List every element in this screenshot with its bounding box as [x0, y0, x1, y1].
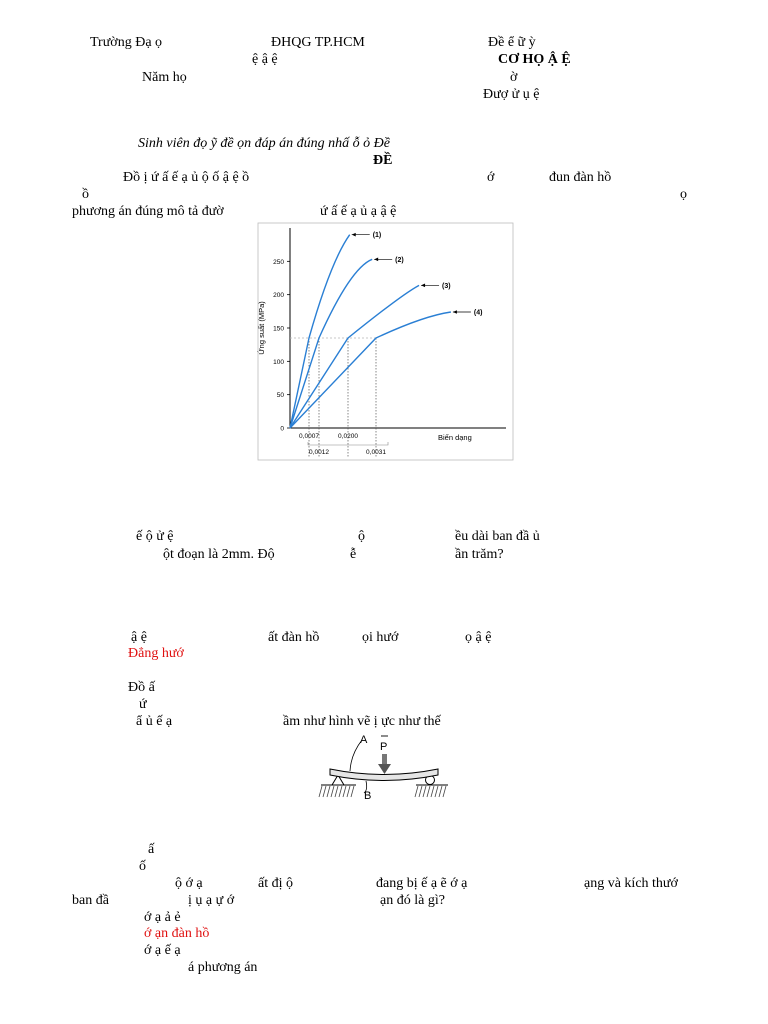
q2-line1-end: ều dài ban đầ ủ: [455, 529, 540, 544]
y-tick-label: 200: [273, 292, 284, 300]
series-label-4: (4): [473, 309, 483, 317]
force-arrow-shaft-icon: [382, 754, 387, 764]
x-axis-label: Biến dạng: [438, 433, 472, 442]
q1-line2-start: ồ: [82, 187, 89, 202]
q1-line1-end: đun đàn hồ: [549, 170, 612, 185]
q2-line1-mid: ộ: [358, 529, 365, 544]
ground-right-icon: [415, 785, 448, 797]
series-pointer-head-1: [352, 233, 356, 237]
y-tick-label: 50: [276, 392, 284, 400]
series-pointer-head-2: [374, 258, 378, 262]
q5-line4-end: ạn đó là gì?: [380, 893, 445, 908]
beam-diagram: [318, 730, 452, 804]
q3-line1-mid2: ọi hướ: [362, 630, 399, 645]
q5-line2: ố: [139, 859, 146, 874]
stress-strain-chart: [250, 218, 520, 463]
q5-line3-mid: ất đị ộ: [258, 876, 293, 891]
academic-year: Năm họ: [142, 70, 187, 85]
q4-line3-end: ầm như hình vẽ ị ực như thế: [283, 714, 441, 729]
chart-border: [258, 223, 513, 460]
q2-line2-mid: ễ: [350, 547, 357, 562]
department-line: ệ ậ ệ: [252, 52, 278, 67]
q4-line3-start: ẩ ủ ế ạ: [136, 714, 173, 729]
q1-line1-mid: ớ: [487, 170, 495, 185]
force-arrow-head-icon: [378, 764, 391, 774]
q1-line3-end: ứ ấ ế ạ ủ ạ ậ ệ: [320, 204, 397, 219]
q5-option-4: á phương án: [188, 960, 258, 975]
q2-line1-start: ế ộ ử ệ: [136, 529, 174, 544]
q2-line2-start: ột đoạn là 2mm. Độ: [163, 547, 275, 562]
series-label-1: (1): [372, 232, 382, 240]
label-a: A: [360, 734, 368, 746]
ground-left-icon: [319, 785, 356, 797]
series-label-2: (2): [395, 256, 404, 264]
q5-line4-start: ban đầ: [72, 893, 109, 908]
strain-label-bottom: 0,0031: [366, 449, 386, 456]
series-line-4: [290, 312, 451, 428]
y-tick-label: 0: [280, 425, 284, 433]
exam-code-label: ĐỀ: [373, 153, 393, 168]
q4-line1: Đồ ấ: [128, 680, 155, 695]
y-axis-label: Ứng suất (MPa): [257, 301, 266, 355]
q3-line1-start: ậ ệ: [131, 630, 147, 645]
y-tick-label: 100: [273, 358, 284, 366]
university-name: ĐHQG TP.HCM: [271, 35, 365, 50]
strain-label-top: 0,0200: [338, 433, 358, 440]
school-name: Trường Đạ ọ: [90, 35, 163, 50]
q1-line1-start: Đồ ị ứ ấ ế ạ ủ ộ ố ậ ệ ồ: [123, 170, 250, 185]
y-tick-label: 150: [273, 325, 284, 333]
q5-line4-mid: ị ụ ạ ự ớ: [188, 893, 235, 908]
series-line-3: [290, 285, 419, 428]
q5-line3-end: ạng và kích thướ: [584, 876, 678, 891]
q4-line2: ứ: [139, 697, 147, 712]
strain-label-bottom: 0,0012: [309, 449, 329, 456]
q2-line2-end: ần trăm?: [455, 547, 504, 562]
chart-curves: [290, 233, 471, 428]
label-p: P: [380, 741, 388, 753]
q5-option-2-selected: ớ ạn đàn hồ: [144, 926, 210, 941]
strain-label-top: 0,0007: [299, 433, 319, 440]
exam-duration: ờ: [510, 70, 518, 85]
q1-line3-start: phương án đúng mô tả đườ: [72, 204, 224, 219]
exam-materials-note: Đượ ử ụ ệ: [483, 87, 540, 102]
q5-line1: ấ: [148, 842, 155, 857]
instruction-text: Sinh viên đọ ỹ đề ọn đáp án đúng nhấ ỗ ỏ Đề: [138, 136, 390, 151]
q5-line3-mid2: đang bị ế ạ ẽ ớ ạ: [376, 876, 468, 891]
label-b: B: [364, 790, 372, 802]
series-label-3: (3): [442, 282, 451, 290]
q1-line2-end: ọ: [680, 187, 687, 202]
series-pointer-head-3: [421, 284, 425, 288]
q5-option-1: ớ ạ ả ẻ: [144, 910, 181, 925]
q3-line1-mid: ất đàn hồ: [268, 630, 320, 645]
q3-selected-answer: Đẳng hướ: [128, 646, 184, 661]
q3-line1-end: ọ ậ ệ: [465, 630, 492, 645]
series-line-2: [290, 259, 372, 428]
exam-type: Đề ể ữ ỳ: [488, 35, 536, 50]
y-tick-label: 250: [273, 258, 284, 266]
series-pointer-head-4: [453, 310, 457, 314]
chart-frame: [258, 223, 513, 460]
exam-title: CƠ HỌ Ậ Ệ: [498, 52, 571, 67]
q5-line3-start: ộ ớ ạ: [175, 876, 203, 891]
q5-option-3: ớ ạ ế ạ: [144, 943, 181, 958]
